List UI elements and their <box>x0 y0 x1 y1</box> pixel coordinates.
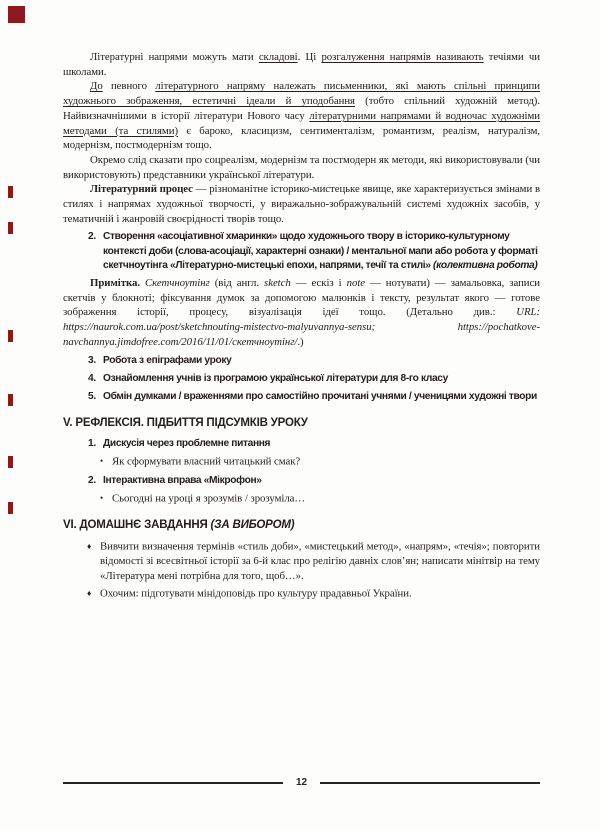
para-block <box>63 182 540 226</box>
text-segment: Охочим: підготувати мінідоповідь про культуру прадавньої України. <box>100 587 412 600</box>
margin-mark <box>8 456 13 468</box>
margin-mark <box>8 330 13 342</box>
text-segment: note <box>346 277 366 290</box>
step-number: 4. <box>88 372 96 384</box>
text-segment: Як сформувати власний читацький смак? <box>112 455 301 468</box>
text-segment: V. РЕФЛЕКСІЯ. ПІДБИТТЯ ПІДСУМКІВ УРОКУ <box>63 417 308 430</box>
heading-block <box>63 416 540 430</box>
text-segment: Ознайомлення учнів із програмою української літератури для 8-го класу <box>103 372 448 384</box>
text-segment: складові <box>258 51 298 63</box>
bullet-icon: • <box>100 492 104 503</box>
text-segment: (колективна робота) <box>433 259 538 271</box>
text-segment: течіями чи школами. <box>63 51 540 78</box>
diamond-bullet-icon: ♦ <box>87 540 92 551</box>
step-block <box>63 390 540 404</box>
text-segment: Сьогодні на уроці я зрозумів / зрозуміла… <box>112 492 306 505</box>
text-segment: (від англ. <box>209 277 265 290</box>
heading-block <box>63 518 540 532</box>
content-blocks <box>63 50 540 603</box>
footer-rule-right <box>320 782 540 784</box>
text-segment: Примітка. <box>90 277 140 290</box>
corner-tab-mark <box>8 6 25 23</box>
note-block <box>63 276 540 350</box>
text-segment: VI. ДОМАШНЄ ЗАВДАННЯ <box>63 518 211 531</box>
step-number: 3. <box>88 354 96 366</box>
text-segment: Робота з епіграфами уроку <box>103 354 232 366</box>
text-segment: Вивчити визначення термінів «стиль доби», «мистецький метод», «напрям», «течія»; повторити відомості зі всесвітньої історії за 6-й клас про релігію давніх слов’ян; написати мінітвір на тему «Література мені потрібна для того, щоб…». <box>100 540 540 582</box>
para-block <box>63 153 540 182</box>
step-number: 1. <box>88 438 96 450</box>
text-segment: Інтерактивна вправа «Мікрофон» <box>103 474 262 486</box>
para-block <box>63 79 540 153</box>
margin-mark <box>8 186 13 198</box>
margin-mark <box>8 502 13 514</box>
margin-mark <box>8 222 13 234</box>
step-number: 2. <box>88 231 96 243</box>
text-segment: Створення «асоціативної хмаринки» щодо художнього твору в історико-культурному контексті доби (слова-асоціації, характерні ознаки) / ментальної мапи або робота у форматі скетчноутінга «Літературно-мистецькі епохи, напрями, течії та стилі» <box>103 231 538 271</box>
text-segment: літературними напрямами й водночас художніми методами (та стилями) <box>63 109 540 137</box>
text-segment: Обмін думками / враженнями про самостійно прочитані учнями / ученицями художні твори <box>103 390 537 402</box>
step-number: 5. <box>88 390 96 402</box>
text-segment: розгалуження напрямів називають <box>321 51 484 63</box>
text-segment: Літературні напрями можуть мати <box>90 51 259 63</box>
bullet-icon: • <box>100 456 104 467</box>
text-segment: є бароко, класицизм, сентименталізм, романтизм, реалізм, натуралізм, модернізм, постмодернізм тощо. <box>63 124 540 152</box>
bullet-block <box>63 454 540 469</box>
text-segment: Дискусія через проблемне питання <box>103 438 271 450</box>
diamond-block <box>63 586 540 601</box>
text-segment: До <box>90 80 103 93</box>
diamond-block <box>63 539 540 584</box>
step-number: 2. <box>88 474 96 486</box>
text-segment: (тобто спільний художній метод). Найвизначнішими в історії літератури Нового часу <box>63 95 540 122</box>
text-segment: Скетчноутінг <box>145 277 210 290</box>
text-segment: — ескіз і <box>290 277 347 290</box>
step-block <box>63 372 540 386</box>
text-segment: Окремо слід сказати про соцреалізм, модернізм та постмодерн як методи, які використовували (чи використовують) представники української літератури. <box>63 153 540 181</box>
footer-rule-left <box>63 782 283 784</box>
step-block <box>63 474 540 488</box>
text-segment: — різноманітне історико-мистецьке явище, яке характеризується змінами в стилях і напрямах художньої творчості, у виражально-зображувальній системі художніх засобів, у тематичній і жанровій своєрідності творів тощо. <box>63 183 540 225</box>
text-segment: URL: https://naurok.com.ua/post/sketchnouting-mistectvo-malyuvannya-sensu; https://pochatkove-navchannya.jimdofree.com/2016/11/01/скетчноутінг/ <box>63 306 540 348</box>
para-block <box>63 50 540 79</box>
page-number: 12 <box>295 777 308 788</box>
text-segment: певного <box>102 80 156 93</box>
text-segment: Літературний процес <box>90 183 193 196</box>
page-footer <box>63 778 540 788</box>
bullet-block <box>63 491 540 506</box>
step-block <box>63 437 540 451</box>
diamond-bullet-icon: ♦ <box>87 587 92 598</box>
step-block <box>63 230 540 273</box>
text-segment: літературного напряму належать письменники, які мають спільні принципи художнього зображення, естетичні ідеали й уподобання <box>63 80 541 108</box>
text-segment: .) <box>297 335 304 348</box>
margin-mark <box>8 394 13 406</box>
text-segment: . Ці <box>297 51 322 63</box>
text-segment: — нотувати) — замальовка, записи скетчів у блокноті; фіксування думок за допомогою малюнків і тексту, результат якого — готове зображення історії, процесу, візуалізація ідеї тощо. (Детально див.: <box>63 277 540 319</box>
text-segment: sketch <box>264 277 291 290</box>
step-block <box>63 354 540 368</box>
text-segment: (ЗА ВИБОРОМ) <box>210 518 295 531</box>
